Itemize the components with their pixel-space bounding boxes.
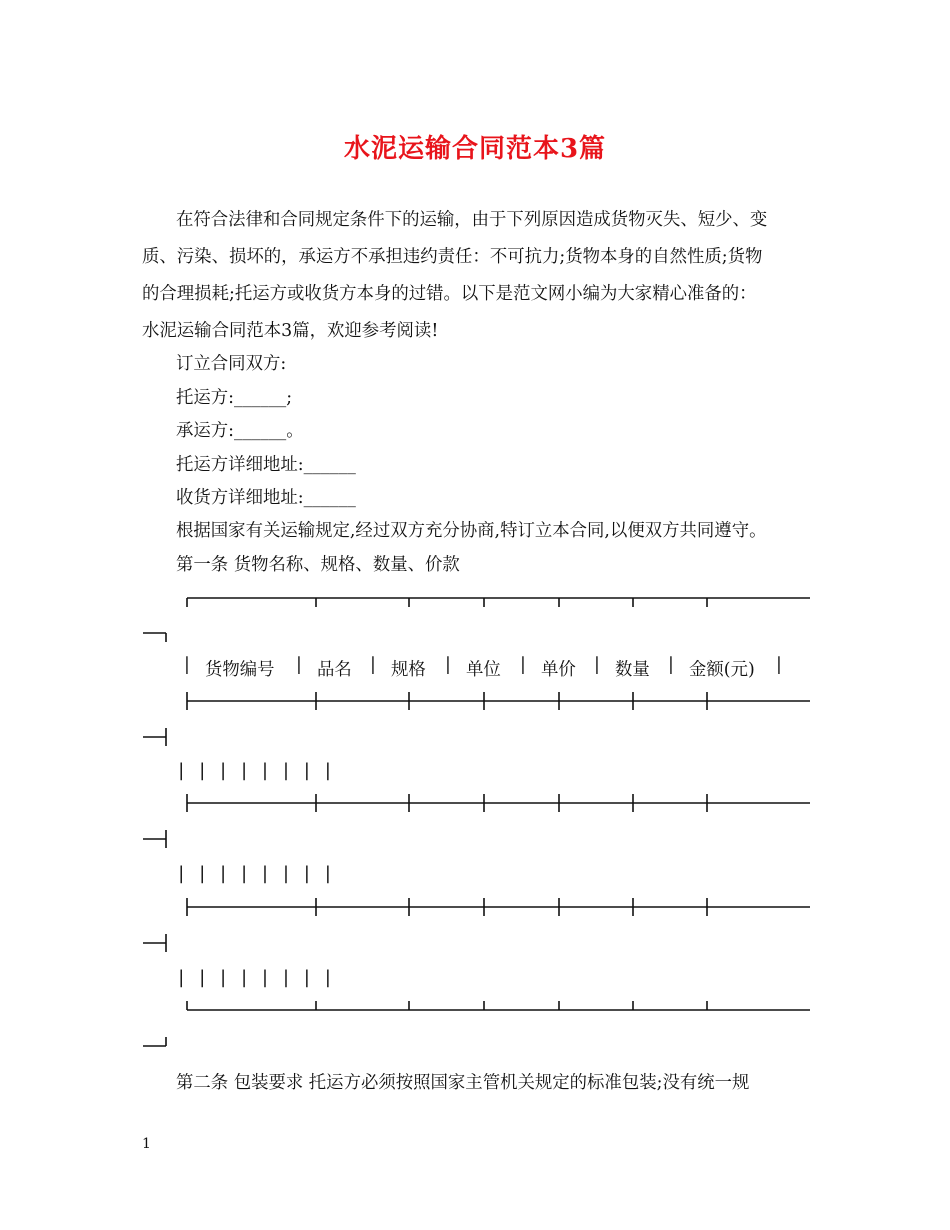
intro-line-2: 质、污染、损坏的，承运方不承担违约责任：不可抗力;货物本身的自然性质;货物 (142, 247, 763, 267)
table-empty-row: | | | | | | | | (176, 968, 334, 988)
table-bar: | (776, 655, 782, 675)
shipper-field: 托运方:______; (176, 388, 293, 408)
preamble: 根据国家有关运输规定,经过双方充分协商,特订立本合同,以便双方共同遵守。 (176, 521, 767, 541)
header-cell-amount: 金额(元) (689, 660, 755, 680)
document-title: 水泥运输合同范本3篇 (343, 134, 607, 164)
header-cell-unit: 单位 (466, 660, 501, 680)
intro-line-4: 水泥运输合同范本3篇，欢迎参考阅读! (142, 321, 439, 341)
parties-heading: 订立合同双方: (176, 354, 287, 374)
table-bar: | (668, 655, 674, 675)
intro-line-1: 在符合法律和合同规定条件下的运输，由于下列原因造成货物灭失、短少、变 (176, 210, 768, 230)
table-bar: | (370, 655, 376, 675)
article1-heading: 第一条 货物名称、规格、数量、价款 (176, 555, 460, 575)
header-cell-quantity: 数量 (615, 660, 650, 680)
page-number: 1 (142, 1136, 151, 1152)
header-cell-item-no: 货物编号 (205, 660, 275, 680)
table-empty-row: | | | | | | | | (176, 761, 334, 781)
table-bar: | (520, 655, 526, 675)
shipper-address-field: 托运方详细地址:______ (176, 455, 356, 475)
table-empty-row: | | | | | | | | (176, 864, 334, 884)
header-cell-name: 品名 (317, 660, 352, 680)
table-bar: | (184, 655, 190, 675)
table-bar: | (445, 655, 451, 675)
article2-line: 第二条 包装要求 托运方必须按照国家主管机关规定的标准包装;没有统一规 (176, 1073, 750, 1093)
carrier-field: 承运方:______。 (176, 421, 304, 441)
header-cell-unit-price: 单价 (541, 660, 576, 680)
table-bar: | (594, 655, 600, 675)
consignee-address-field: 收货方详细地址:______ (176, 488, 356, 508)
table-bar: | (296, 655, 302, 675)
intro-line-3: 的合理损耗;托运方或收货方本身的过错。以下是范文网小编为大家精心准备的： (142, 284, 757, 304)
header-cell-spec: 规格 (391, 660, 426, 680)
